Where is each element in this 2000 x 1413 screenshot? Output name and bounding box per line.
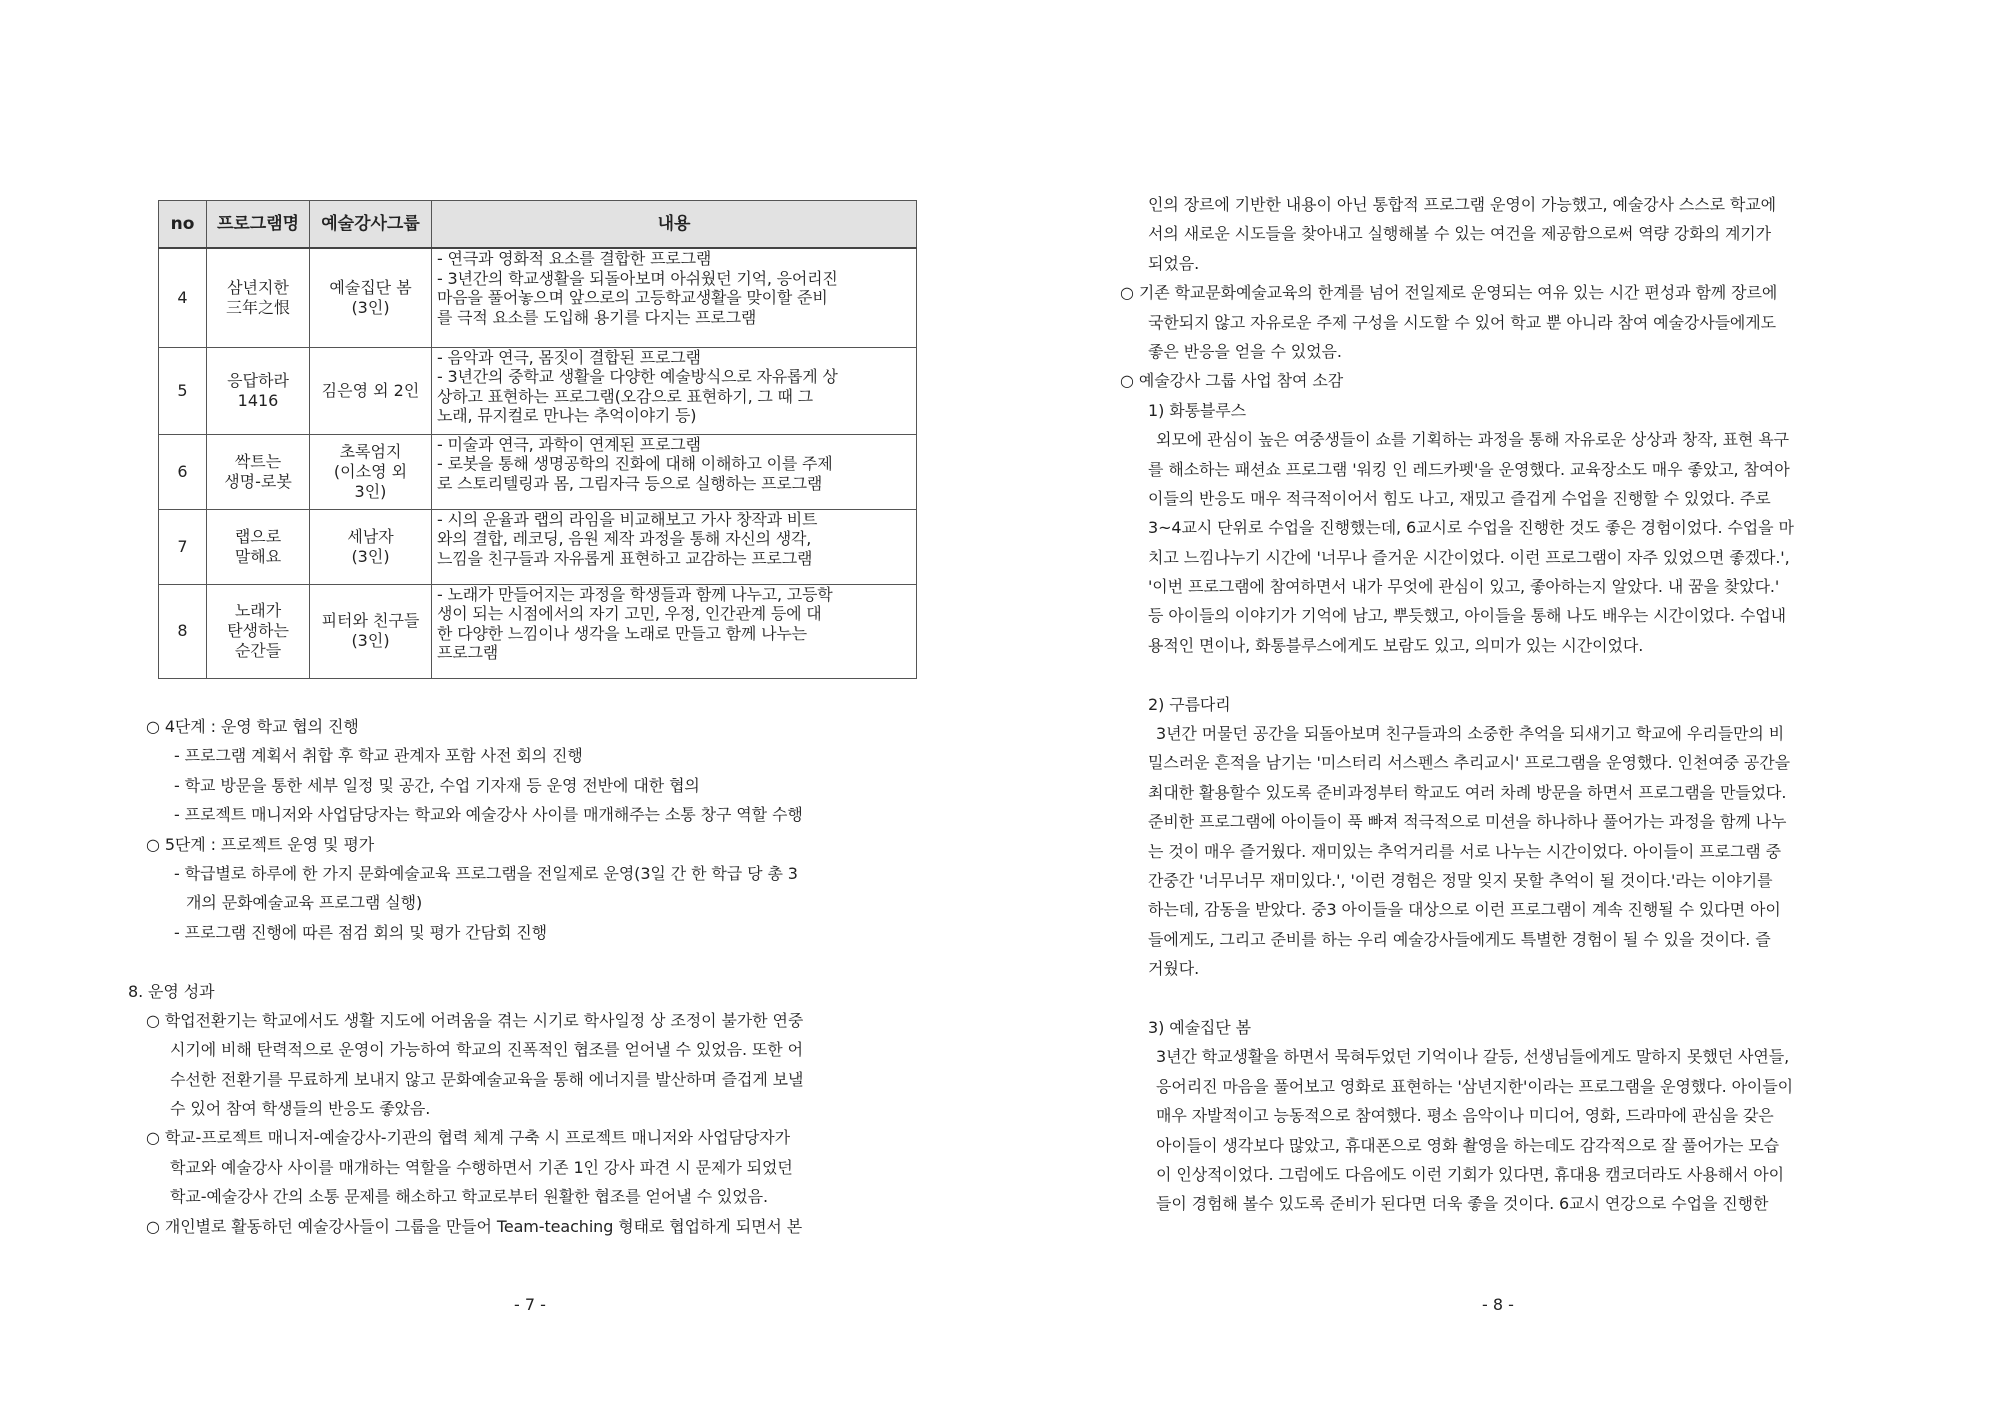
text-line: 인의 장르에 기반한 내용이 아닌 통합적 프로그램 운영이 가능했고, 예술강사 스스로 학교에 xyxy=(1148,195,1777,214)
subheading: 1) 화통블루스 xyxy=(1148,400,1246,420)
text-line: 응어리진 마음을 풀어보고 영화로 표현하는 '삼년지한'이라는 프로그램을 운영했다. 아이들이 xyxy=(1156,1076,1793,1096)
row-artist-group: 예술집단 봄 (3인) xyxy=(310,248,432,347)
page-number-right: - 8 - xyxy=(1482,1295,1514,1314)
text-line: 들이 경험해 볼수 있도록 준비가 된다면 더욱 좋을 것이다. 6교시 연강으로 수업을 진행한 xyxy=(1156,1194,1769,1214)
spacer xyxy=(1120,660,1905,689)
text-line: 3년간 학교생활을 하면서 묵혀두었던 기억이나 갈등, 선생님들에게도 말하지 못했던 사연들, xyxy=(1156,1047,1790,1067)
row-artist-group: 초록엄지 (이소영 외 3인) xyxy=(310,434,432,509)
text-line: ○ 개인별로 활동하던 예술강사들이 그룹을 만들어 Team-teaching 형태로 협업하게 되면서 본 xyxy=(146,1216,803,1236)
row-program-name: 삼년지한 三年之恨 xyxy=(207,248,310,347)
subheading: 2) 구름다리 xyxy=(1148,694,1231,714)
row-program-name: 노래가 탄생하는 순간들 xyxy=(207,584,310,678)
text-line: 하는데, 감동을 받았다. 중3 아이들을 대상으로 이런 프로그램이 계속 진행될 수 있다면 아이 xyxy=(1148,900,1781,920)
section-heading: 8. 운영 성과 xyxy=(128,981,215,1001)
text-line: 되었음. xyxy=(1148,253,1200,273)
table-row xyxy=(159,584,917,678)
row-content: - 노래가 만들어지는 과정을 학생들과 함께 나누고, 고등학 생이 되는 시점에서의 자기 고민, 우정, 인간관계 등에 대 한 다양한 느낌이나 생각을 노래로 만들고 함께 나누는 프로그램 xyxy=(432,584,917,678)
text-line: 를 해소하는 패션쇼 프로그램 '워킹 인 레드카펫'을 운영했다. 교육장소도 매우 좋았고, 참여아 xyxy=(1148,459,1790,479)
header-program-name: 프로그램명 xyxy=(207,201,310,249)
table-row xyxy=(159,434,917,509)
text-line: 이 인상적이었다. 그럼에도 다음에도 이런 기회가 있다면, 휴대용 캠코더라도 사용해서 아이 xyxy=(1156,1164,1785,1184)
text-line: 거웠다. xyxy=(1148,959,1200,979)
row-no: 7 xyxy=(159,509,207,584)
spacer xyxy=(1120,984,1905,1013)
row-content: - 음악과 연극, 몸짓이 결합된 프로그램 - 3년간의 중학교 생활을 다양한 예술방식으로 자유롭게 상 상하고 표현하는 프로그램(오감으로 표현하기, 그 때 그 노래, 뮤지컬로 만나는 추억이야기 등) xyxy=(432,347,917,434)
text-line: 시기에 비해 탄력적으로 운영이 가능하여 학교의 진폭적인 협조를 얻어낼 수 있었음. 또한 어 xyxy=(170,1040,803,1060)
row-content: - 시의 운율과 랩의 라임을 비교해보고 가사 창작과 비트 와의 결합, 레코딩, 음원 제작 과정을 통해 자신의 생각, 느낌을 친구들과 자유롭게 표현하고 교감하는 프로그램 xyxy=(432,509,917,584)
text-line: 최대한 활용할수 있도록 준비과정부터 학교도 여러 차례 방문을 하면서 프로그램을 만들었다. xyxy=(1148,782,1787,802)
row-content: - 연극과 영화적 요소를 결합한 프로그램 - 3년간의 학교생활을 되돌아보며 아쉬웠던 기억, 응어리진 마음을 풀어놓으며 앞으로의 고등학교생활을 맞이할 준비 를 극적 요소를 도입해 용기를 다지는 프로그램 xyxy=(432,248,917,347)
text-line: 3년간 머물던 공간을 되돌아보며 친구들과의 소중한 추억을 되새기고 학교에 우리들만의 비 xyxy=(1156,724,1785,744)
text-line: - 학교 방문을 통한 세부 일정 및 공간, 수업 기자재 등 운영 전반에 대한 협의 xyxy=(174,775,700,795)
header-artist-group: 예술강사그룹 xyxy=(310,201,432,249)
text-line: 서의 새로운 시도들을 찾아내고 실행해볼 수 있는 여건을 제공함으로써 역량 강화의 계기가 xyxy=(1148,224,1772,244)
text-line: 3~4교시 단위로 수업을 진행했는데, 6교시로 수업을 진행한 것도 좋은 경험이었다. 수업을 마 xyxy=(1148,518,1794,538)
text-line: - 프로젝트 매니저와 사업담당자는 학교와 예술강사 사이를 매개해주는 소통 창구 역할 수행 xyxy=(174,805,803,825)
text-line: 이들의 반응도 매우 적극적이어서 힘도 나고, 재밌고 즐겁게 수업을 진행할 수 있었다. 주로 xyxy=(1148,488,1771,508)
header-content: 내용 xyxy=(432,201,917,249)
subheading: 3) 예술집단 봄 xyxy=(1148,1017,1251,1037)
text-line: 는 것이 매우 즐거웠다. 재미있는 추억거리를 서로 나누는 시간이었다. 아이들이 프로그램 중 xyxy=(1148,841,1781,861)
row-program-name: 응답하라 1416 xyxy=(207,347,310,434)
row-artist-group: 세남자 (3인) xyxy=(310,509,432,584)
text-line: - 프로그램 계획서 취합 후 학교 관계자 포함 사전 회의 진행 xyxy=(174,746,583,766)
text-line: 매우 자발적이고 능동적으로 참여했다. 평소 음악이나 미디어, 영화, 드라마에 관심을 갖은 xyxy=(1156,1106,1774,1126)
text-line: 수선한 전환기를 무료하게 보내지 않고 문화예술교육을 통해 에너지를 발산하며 즐겁게 보낼 xyxy=(170,1069,804,1089)
text-line: 용적인 면이나, 화통블루스에게도 보람도 있고, 의미가 있는 시간이었다. xyxy=(1148,635,1644,655)
page-number-left: - 7 - xyxy=(514,1295,546,1314)
program-table xyxy=(158,200,917,679)
text-line: - 학급별로 하루에 한 가지 문화예술교육 프로그램을 전일제로 운영(3일 간 한 학급 당 총 3 xyxy=(174,863,798,883)
row-program-name: 싹트는 생명-로봇 xyxy=(207,434,310,509)
row-program-name: 랩으로 말해요 xyxy=(207,509,310,584)
text-line: ○ 학교-프로젝트 매니저-예술강사-기관의 협력 체계 구축 시 프로젝트 매니저와 사업담당자가 xyxy=(146,1128,790,1148)
text-line: 들에게도, 그리고 준비를 하는 우리 예술강사들에게도 특별한 경험이 될 수 있을 것이다. 즐 xyxy=(1148,929,1771,949)
text-line: 수 있어 참여 학생들의 반응도 좋았음. xyxy=(170,1099,431,1119)
header-no: no xyxy=(159,201,207,249)
text-line: 외모에 관심이 높은 여중생들이 쇼를 기획하는 과정을 통해 자유로운 상상과 창작, 표현 욕구 xyxy=(1156,430,1789,450)
text-line: 학교-예술강사 간의 소통 문제를 해소하고 학교로부터 원활한 협조를 얻어낼 수 있었음. xyxy=(170,1187,768,1207)
row-artist-group: 김은영 외 2인 xyxy=(310,347,432,434)
right-body-text xyxy=(1120,190,1905,1219)
table-row xyxy=(159,248,917,347)
text-line: 학교와 예술강사 사이를 매개하는 역할을 수행하면서 기존 1인 강사 파견 시 문제가 되었던 xyxy=(170,1157,793,1177)
text-line: 치고 느낌나누기 시간에 '너무나 즐거운 시간이었다. 이런 프로그램이 자주 있었으면 좋겠다.', xyxy=(1148,547,1790,567)
text-line: 개의 문화예술교육 프로그램 실행) xyxy=(186,893,423,913)
table-row xyxy=(159,347,917,434)
text-line: 등 아이들의 이야기가 기억에 남고, 뿌듯했고, 아이들을 통해 나도 배우는 시간이었다. 수업내 xyxy=(1148,606,1786,626)
text-line: 아이들이 생각보다 많았고, 휴대폰으로 영화 촬영을 하는데도 감각적으로 잘 풀어가는 모습 xyxy=(1156,1135,1780,1155)
text-line: 밀스러운 흔적을 남기는 '미스터리 서스펜스 추리교시' 프로그램을 운영했다. 인천여중 공간을 xyxy=(1148,753,1790,773)
row-no: 8 xyxy=(159,584,207,678)
left-body-text xyxy=(128,712,930,1241)
text-line: ○ 5단계 : 프로젝트 운영 및 평가 xyxy=(146,834,375,854)
page-right xyxy=(1000,0,2000,1413)
text-line: ○ 기존 학교문화예술교육의 한계를 넘어 전일제로 운영되는 여유 있는 시간 편성과 함께 장르에 xyxy=(1120,283,1778,303)
text-line: 좋은 반응을 얻을 수 있었음. xyxy=(1148,341,1342,361)
row-content: - 미술과 연극, 과학이 연계된 프로그램 - 로봇을 통해 생명공학의 진화에 대해 이해하고 이를 주제 로 스토리텔링과 몸, 그림자극 등으로 실행하는 프로그램 xyxy=(432,434,917,509)
row-no: 4 xyxy=(159,248,207,347)
row-artist-group: 피터와 친구들 (3인) xyxy=(310,584,432,678)
text-line: 준비한 프로그램에 아이들이 푹 빠져 적극적으로 미션을 하나하나 풀어가는 과정을 함께 나누 xyxy=(1148,812,1787,832)
text-line: 간중간 '너무너무 재미있다.', '이런 경험은 정말 잊지 못할 추억이 될 것이다.'라는 이야기를 xyxy=(1148,870,1773,890)
text-line: ○ 4단계 : 운영 학교 협의 진행 xyxy=(146,717,359,736)
table-header-row xyxy=(159,201,917,249)
row-no: 6 xyxy=(159,434,207,509)
text-line: - 프로그램 진행에 따른 점검 회의 및 평가 간담회 진행 xyxy=(174,922,548,942)
text-line: ○ 예술강사 그룹 사업 참여 소감 xyxy=(1120,371,1344,391)
text-line: 국한되지 않고 자유로운 주제 구성을 시도할 수 있어 학교 뿐 아니라 참여 예술강사들에게도 xyxy=(1148,312,1777,332)
text-line: '이번 프로그램에 참여하면서 내가 무엇에 관심이 있고, 좋아하는지 알았다. 내 꿈을 찾았다.' xyxy=(1148,577,1780,597)
text-line: ○ 학업전환기는 학교에서도 생활 지도에 어려움을 겪는 시기로 학사일정 상 조정이 불가한 연중 xyxy=(146,1010,804,1030)
spacer xyxy=(140,947,930,976)
row-no: 5 xyxy=(159,347,207,434)
table-row xyxy=(159,509,917,584)
